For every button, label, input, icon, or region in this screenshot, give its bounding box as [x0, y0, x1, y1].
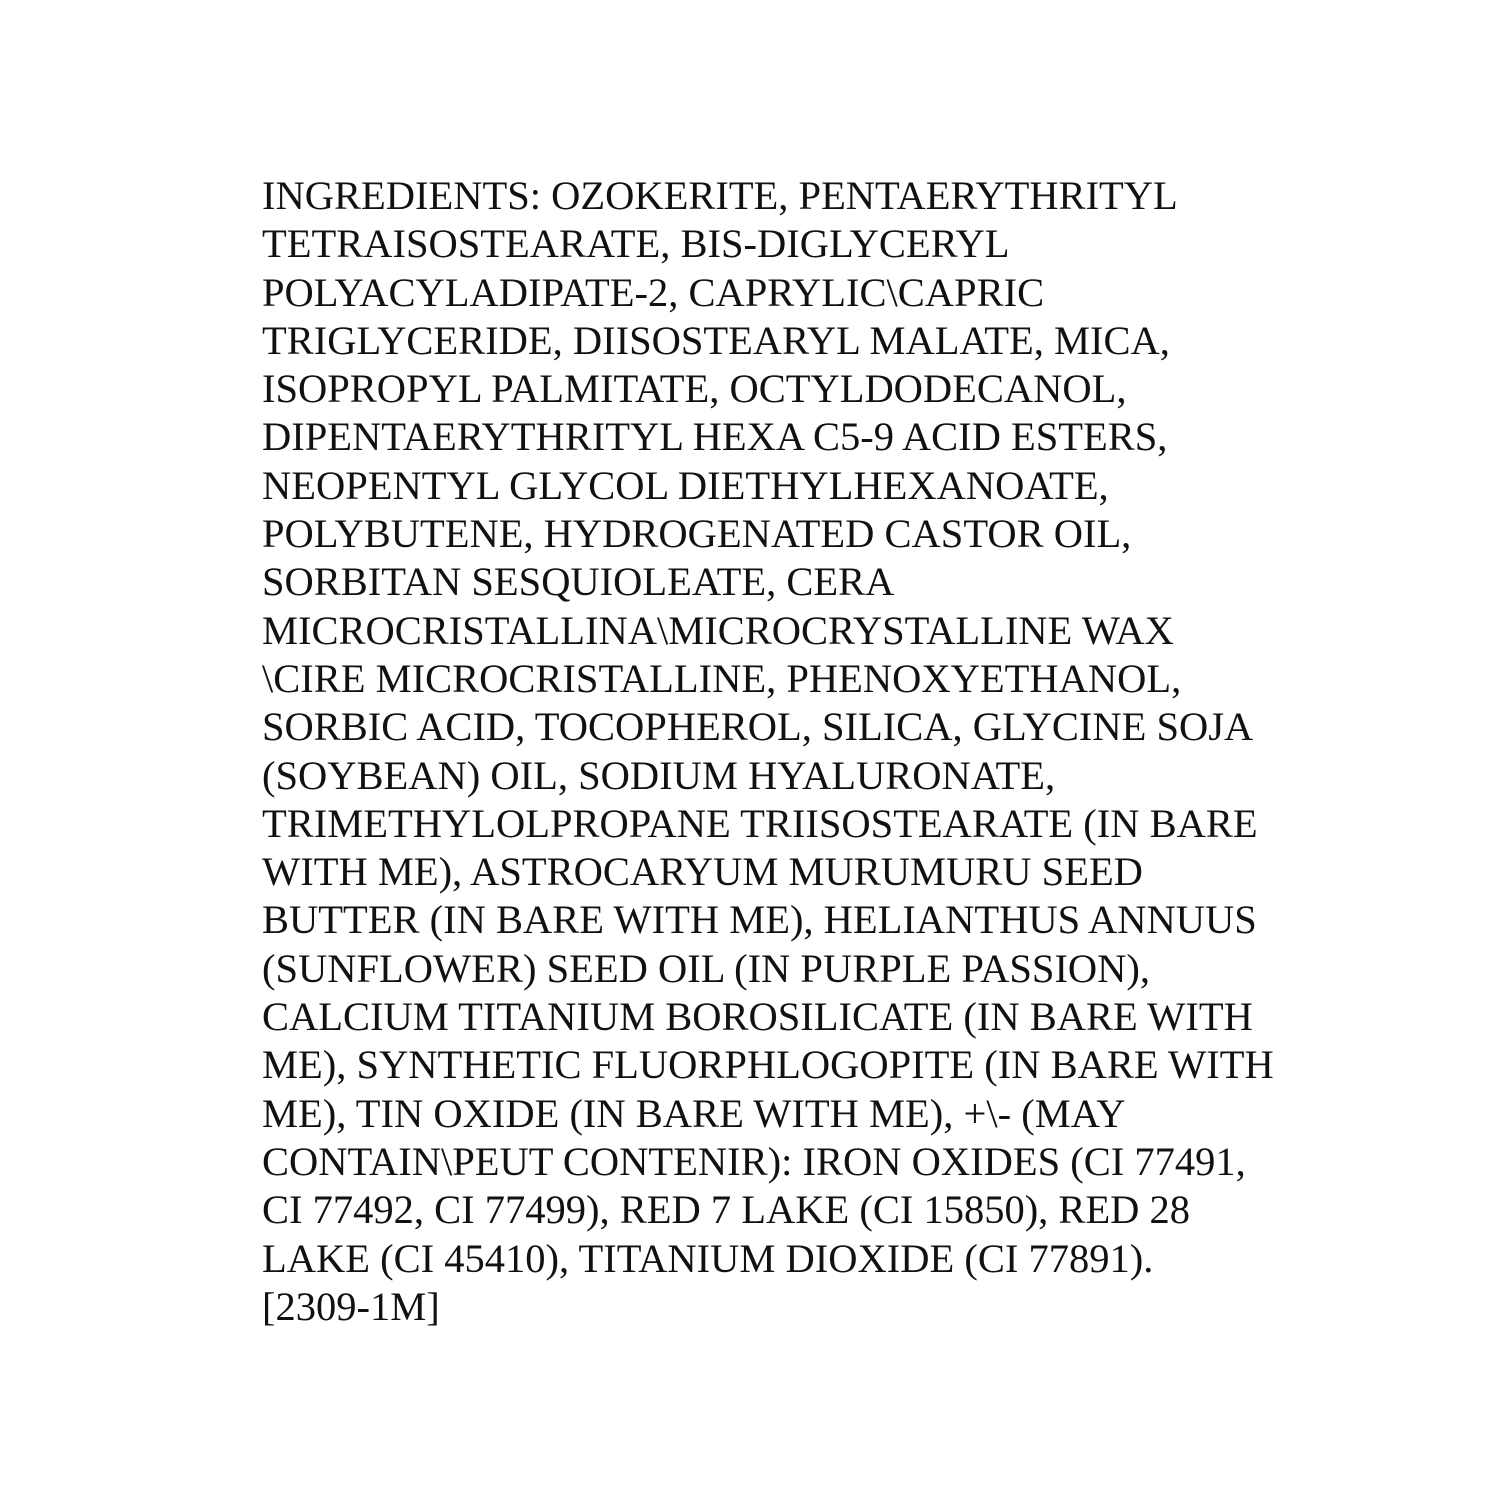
ingredients-line: ME), TIN OXIDE (IN BARE WITH ME), +\- (MAY	[262, 1090, 1126, 1136]
ingredients-line: BUTTER (IN BARE WITH ME), HELIANTHUS ANNUUS	[262, 897, 1257, 943]
ingredients-line: WITH ME), ASTROCARYUM MURUMURU SEED	[262, 849, 1143, 895]
ingredients-line: ME), SYNTHETIC FLUORPHLOGOPITE (IN BARE WITH	[262, 1042, 1274, 1088]
ingredients-line: INGREDIENTS: OZOKERITE, PENTAERYTHRITYL	[262, 173, 1178, 218]
ingredients-line: ISOPROPYL PALMITATE, OCTYLDODECANOL,	[262, 366, 1127, 412]
ingredients-line: TETRAISOSTEARATE, BIS-DIGLYCERYL	[262, 221, 1010, 267]
ingredients-list	[262, 172, 1274, 1331]
ingredients-line: SORBIC ACID, TOCOPHEROL, SILICA, GLYCINE SOJA	[262, 704, 1254, 750]
ingredients-line: MICROCRISTALLINA\MICROCRYSTALLINE WAX	[262, 607, 1174, 653]
ingredients-line: NEOPENTYL GLYCOL DIETHYLHEXANOATE,	[262, 462, 1109, 508]
ingredients-line: (SUNFLOWER) SEED OIL (IN PURPLE PASSION),	[262, 945, 1151, 991]
ingredients-line: (SOYBEAN) OIL, SODIUM HYALURONATE,	[262, 752, 1056, 798]
ingredients-line: DIPENTAERYTHRITYL HEXA C5-9 ACID ESTERS,	[262, 414, 1168, 460]
ingredients-line: TRIMETHYLOLPROPANE TRIISOSTEARATE (IN BARE	[262, 800, 1258, 846]
ingredients-line: CALCIUM TITANIUM BOROSILICATE (IN BARE WITH	[262, 994, 1253, 1040]
ingredients-line: SORBITAN SESQUIOLEATE, CERA	[262, 559, 895, 605]
ingredients-line: POLYACYLADIPATE-2, CAPRYLIC\CAPRIC	[262, 269, 1045, 315]
batch-code: [2309-1M]	[262, 1283, 440, 1329]
ingredients-line: CONTAIN\PEUT CONTENIR): IRON OXIDES (CI 77491,	[262, 1138, 1246, 1184]
ingredients-line: LAKE (CI 45410), TITANIUM DIOXIDE (CI 77891).	[262, 1235, 1154, 1281]
ingredients-line: TRIGLYCERIDE, DIISOSTEARYL MALATE, MICA,	[262, 317, 1170, 363]
ingredients-line: POLYBUTENE, HYDROGENATED CASTOR OIL,	[262, 511, 1132, 557]
ingredients-line: \CIRE MICROCRISTALLINE, PHENOXYETHANOL,	[262, 655, 1182, 701]
ingredients-line: CI 77492, CI 77499), RED 7 LAKE (CI 15850), RED 28	[262, 1187, 1191, 1233]
